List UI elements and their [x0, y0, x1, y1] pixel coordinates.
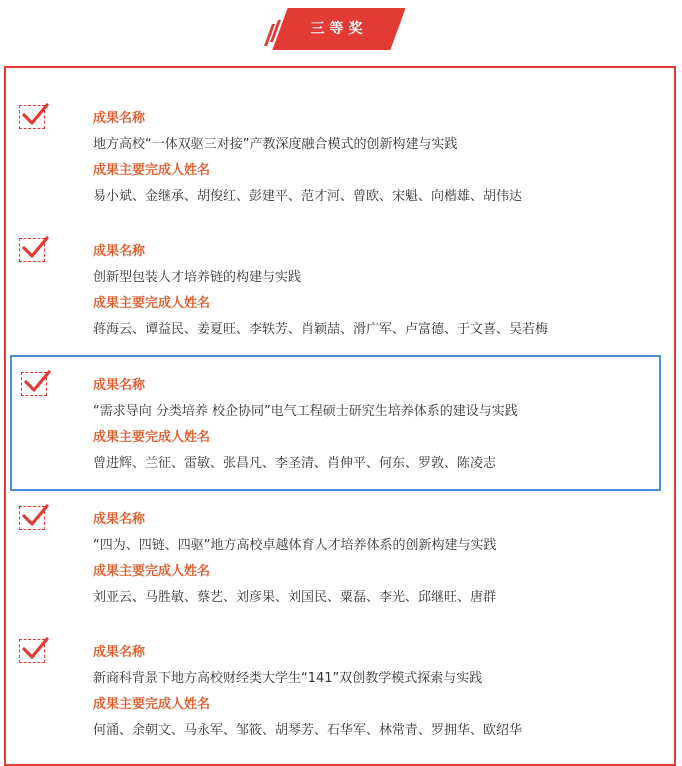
- completers-label: 成果主要完成人姓名: [93, 564, 211, 579]
- achievement-entry: [10, 96, 670, 232]
- achievement-entry-highlighted: [10, 355, 661, 491]
- achievement-entry: [10, 229, 670, 365]
- completers-names: 曾进辉、兰征、雷敏、张昌凡、李圣清、肖伸平、何东、罗敦、陈凌志: [93, 456, 497, 471]
- achievement-name-label: 成果名称: [93, 244, 146, 259]
- completers-label: 成果主要完成人姓名: [93, 163, 211, 178]
- checkmark-icon: [19, 639, 45, 663]
- completers-names: 何涌、余朝文、马永军、邹筱、胡琴芳、石华军、林常青、罗拥华、欧绍华: [93, 723, 523, 738]
- achievement-entry: [10, 497, 670, 633]
- completers-label: 成果主要完成人姓名: [93, 430, 211, 445]
- achievement-name-label: 成果名称: [93, 111, 146, 126]
- achievement-title: 地方高校“一体双驱三对接”产教深度融合模式的创新构建与实践: [93, 137, 458, 152]
- award-title: 三等奖: [310, 21, 368, 37]
- achievement-name-label: 成果名称: [93, 378, 146, 393]
- achievement-entry: [10, 630, 670, 766]
- achievement-name-label: 成果名称: [93, 645, 146, 660]
- checkmark-icon: [19, 105, 45, 129]
- completers-names: 刘亚云、马胜敏、蔡艺、刘彦果、刘国民、粟磊、李光、邱继旺、唐群: [93, 590, 497, 605]
- achievement-title: “需求导向 分类培养 校企协同”电气工程硕士研究生培养体系的建设与实践: [93, 404, 518, 419]
- achievement-title: 新商科背景下地方高校财经类大学生“141”双创教学模式探索与实践: [93, 671, 483, 686]
- achievement-name-label: 成果名称: [93, 512, 146, 527]
- completers-names: 蒋海云、谭益民、姜夏旺、李轶芳、肖颖喆、滑广军、卢富德、于文喜、吴若梅: [93, 322, 549, 337]
- checkmark-icon: [19, 238, 45, 262]
- achievement-title: 创新型包装人才培养链的构建与实践: [93, 270, 302, 285]
- checkmark-icon: [19, 506, 45, 530]
- checkmark-icon: [21, 372, 47, 396]
- achievement-title: “四为、四链、四驱”地方高校卓越体育人才培养体系的创新构建与实践: [93, 538, 497, 553]
- completers-label: 成果主要完成人姓名: [93, 697, 211, 712]
- completers-names: 易小斌、金继承、胡俊红、彭建平、范才河、曾欧、宋魁、向楷雄、胡伟达: [93, 189, 523, 204]
- completers-label: 成果主要完成人姓名: [93, 296, 211, 311]
- award-header: [0, 0, 682, 62]
